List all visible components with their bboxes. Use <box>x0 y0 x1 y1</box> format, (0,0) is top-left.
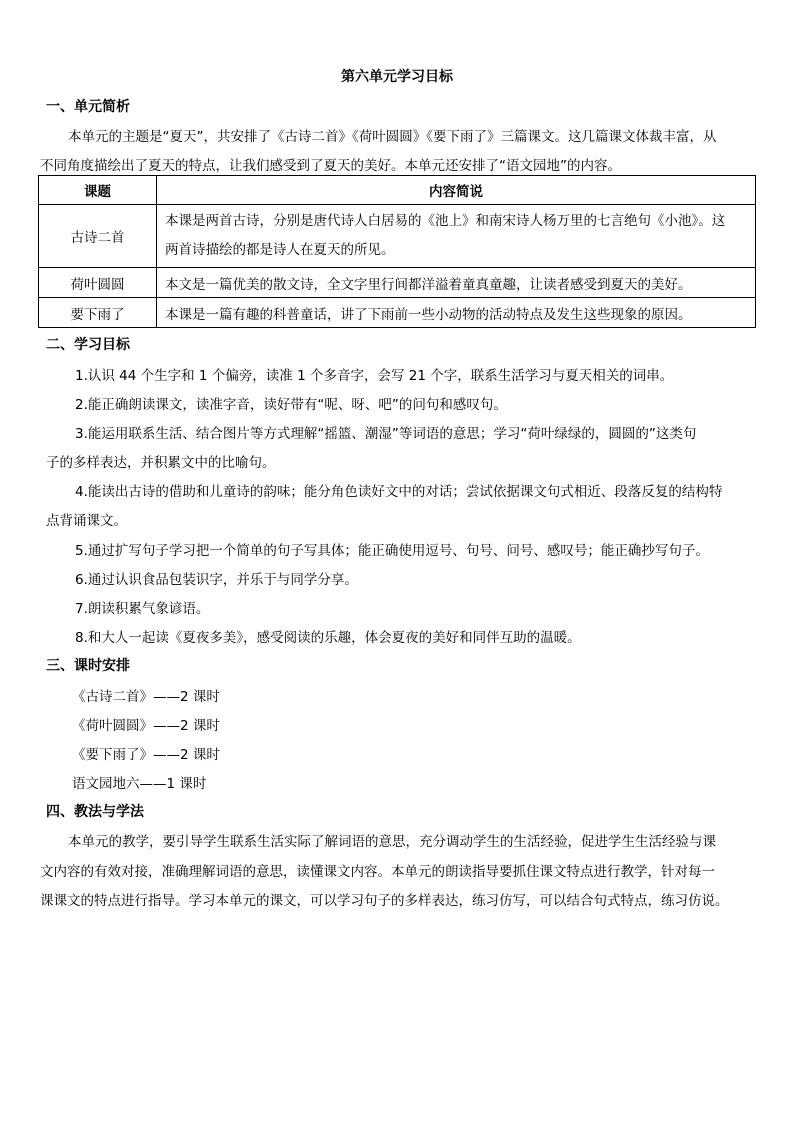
goal-line: 4.能读出古诗的借助和儿童诗的韵味；能分角色读好文中的对话；尝试依据课文句式相近、段落反复的结构特 <box>75 484 723 500</box>
table-cell-topic: 古诗二首 <box>39 205 157 268</box>
section-4-text-line: 本单元的教学，要引导学生联系生活实际了解词语的意思，充分调动学生的生活经验，促进学生生活经验与课 <box>68 834 716 850</box>
section-1-text-line-2: 不同角度描绘出了夏天的特点，让我们感受到了夏天的美好。本单元还安排了“语文园地”的内容。 <box>40 158 621 174</box>
section-1-heading: 一、单元简析 <box>46 99 130 115</box>
goal-line: 3.能运用联系生活、结合图片等方式理解“摇篮、潮湿”等词语的意思；学习“荷叶绿绿的，圆圆的”这类句 <box>75 426 697 442</box>
table-cell-topic: 要下雨了 <box>39 298 157 328</box>
table-row <box>39 205 756 268</box>
goal-line: 5.通过扩写句子学习把一个简单的句子写具体；能正确使用逗号、句号、问号、感叹号；能正确抄写句子。 <box>75 543 709 559</box>
goal-line: 2.能正确朗读课文，读准字音，读好带有“呢、呀、吧”的问句和感叹句。 <box>75 397 507 413</box>
section-3-heading: 三、课时安排 <box>46 658 130 674</box>
table-header-topic: 课题 <box>39 176 157 205</box>
table-cell-topic: 荷叶圆圆 <box>39 268 157 298</box>
table-row <box>39 298 756 328</box>
goal-line: 8.和大人一起读《夏夜多美》，感受阅读的乐趣，体会夏夜的美好和同伴互助的温暖。 <box>75 630 581 646</box>
goal-line: 点背诵课文。 <box>46 513 127 529</box>
schedule-line: 《古诗二首》——2 课时 <box>72 689 220 705</box>
schedule-line: 《要下雨了》——2 课时 <box>72 747 220 763</box>
summary-line: 本课是两首古诗，分别是唐代诗人白居易的《池上》和南宋诗人杨万里的七言绝句《小池》。这 <box>165 213 726 229</box>
section-4-heading: 四、教法与学法 <box>46 804 144 820</box>
table-row <box>39 268 756 298</box>
summary-line: 两首诗描绘的都是诗人在夏天的所见。 <box>165 242 395 258</box>
table-header-row <box>39 176 756 205</box>
section-4-text-line: 文内容的有效对接，准确理解词语的意思，读懂课文内容。本单元的朗读指导要抓住课文特点进行教学，针对每一 <box>40 864 715 880</box>
unit-content-table <box>38 175 756 328</box>
schedule-line: 语文园地六——1 课时 <box>72 776 207 792</box>
table-header-summary: 内容简说 <box>157 176 756 205</box>
table-cell-summary: 本课是一篇有趣的科普童话，讲了下雨前一些小动物的活动特点及发生这些现象的原因。 <box>157 298 756 328</box>
goal-line: 7.朗读积累气象谚语。 <box>75 601 210 617</box>
table-cell-summary: 本文是一篇优美的散文诗，全文字里行间都洋溢着童真童趣，让读者感受到夏天的美好。 <box>157 268 756 298</box>
section-2-heading: 二、学习目标 <box>46 337 130 353</box>
goal-line: 子的多样表达，并积累文中的比喻句。 <box>46 455 276 471</box>
schedule-line: 《荷叶圆圆》——2 课时 <box>72 718 220 734</box>
table-cell-summary <box>157 205 756 268</box>
section-4-text-line: 课课文的特点进行指导。学习本单元的课文，可以学习句子的多样表达，练习仿写，可以结合句式特点，练习仿说。 <box>40 893 729 909</box>
page-title: 第六单元学习目标 <box>341 69 453 85</box>
section-1-text-line-1: 本单元的主题是“夏天”，共安排了《古诗二首》《荷叶圆圆》《要下雨了》三篇课文。这几篇课文体裁丰富，从 <box>68 129 717 145</box>
goal-line: 6.通过认识食品包装识字，并乐于与同学分享。 <box>75 572 358 588</box>
goal-line: 1.认识 44 个生字和 1 个偏旁，读准 1 个多音字，会写 21 个字，联系生活学习与夏天相关的词串。 <box>75 368 674 384</box>
